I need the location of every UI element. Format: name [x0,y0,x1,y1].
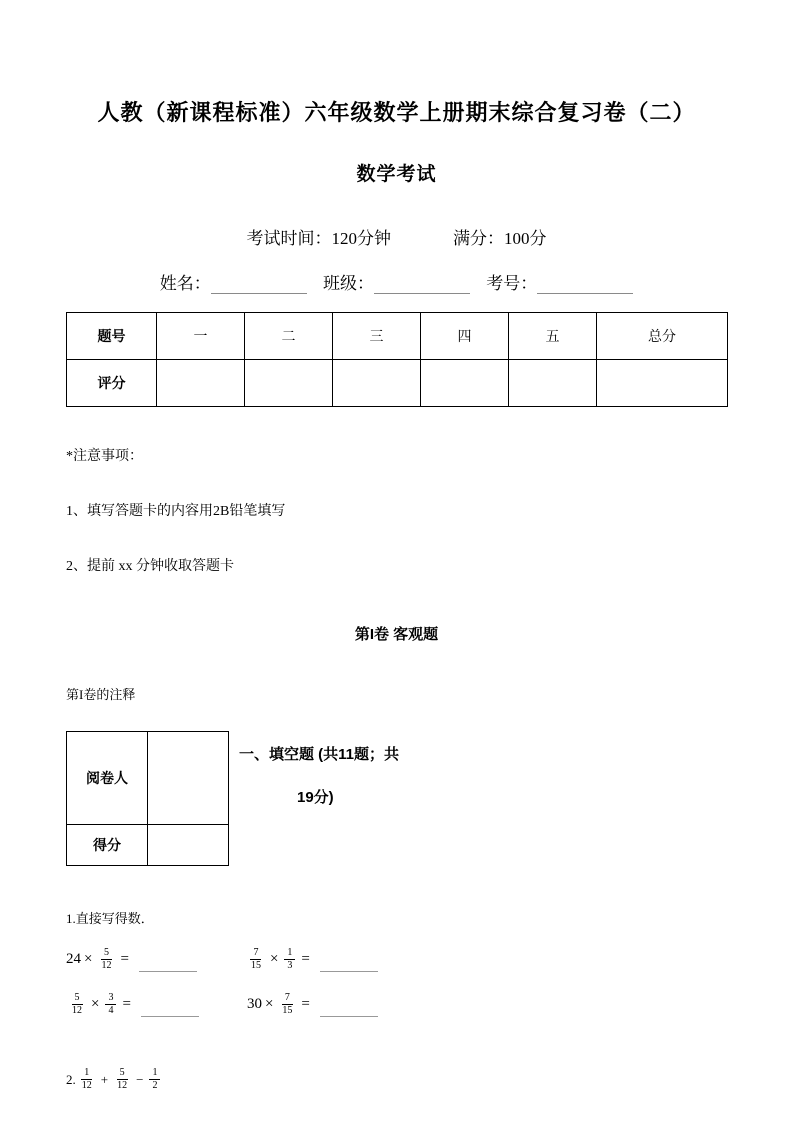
score-table-score-row [67,360,728,407]
question-1-expressions-line1 [66,947,727,972]
volume-heading: 第I卷 客观题 [354,626,439,643]
fraction [284,947,295,972]
column-header-2: 二 [245,313,333,360]
fraction-numerator: 1 [81,1067,92,1080]
score-summary-table [66,312,728,407]
score-table-header-row [67,313,728,360]
question-1-expressions-line2 [66,992,727,1017]
part1-heading-line2: 19分) [297,789,334,806]
fraction-numerator: 7 [282,992,293,1005]
note-item-2: 2、提前 xx 分钟收取答题卡 [66,559,234,574]
fraction-denominator: 4 [108,1005,114,1016]
volume-note: 第I卷的注释 [66,687,136,702]
question-2 [66,1067,727,1092]
answer-blank [141,999,199,1017]
minus-operator: − [136,1071,144,1087]
answer-blank [320,999,378,1017]
page-subtitle: 数学考试 [356,164,437,185]
fraction-denominator: 15 [250,960,261,971]
score-cell-3 [333,360,421,407]
equals-sign: = [301,951,310,967]
class-label: 班级： [323,274,374,293]
fraction [114,1067,130,1092]
exam-no-label: 考号： [486,274,538,293]
fraction-denominator: 12 [101,960,112,971]
class-blank [374,275,470,294]
fraction-denominator: 12 [72,1005,82,1016]
grader-label: 阅卷人 [67,732,148,825]
grader-row [67,732,229,825]
column-header-4: 四 [421,313,509,360]
fraction [279,992,295,1017]
question-2-number: 2. [66,1071,76,1087]
grader-blank-cell [148,732,229,825]
plus-operator: + [100,1071,109,1087]
score-cell-total [597,360,728,407]
score-cell-1 [157,360,245,407]
score-blank-cell [148,825,229,866]
times-operator: × [91,996,100,1012]
part1-heading-line1: 一、填空题 (共11题；共 [239,746,400,763]
score-cell-2 [245,360,333,407]
fraction-denominator: 3 [287,960,293,971]
question-number-header: 题号 [67,313,157,360]
fraction-numerator: 5 [117,1067,128,1080]
note-item-1: 1、填写答题卡的内容用2B铅笔填写 [66,504,286,519]
exam-time-label: 考试时间：120分钟 [246,229,391,248]
equals-sign: = [120,951,129,967]
fraction-numerator: 5 [101,947,112,960]
score-row-header: 评分 [67,360,157,407]
fraction [98,947,114,972]
page-title: 人教（新课程标准）六年级数学上册期末综合复习卷（二） [97,100,696,125]
column-header-5: 五 [509,313,597,360]
score-cell-4 [421,360,509,407]
fraction-denominator: 12 [81,1080,92,1091]
times-operator: × [84,951,93,967]
exam-info-line [66,224,727,249]
fraction-numerator: 5 [72,992,83,1005]
fraction-numerator: 3 [105,992,116,1005]
score-label: 得分 [67,825,148,866]
name-blank [211,275,307,294]
fraction [248,947,264,972]
expression-3 [66,992,199,1017]
equals-sign: = [301,996,310,1012]
fraction [79,1067,95,1092]
expression-1 [66,947,197,972]
fraction-denominator: 2 [152,1080,158,1091]
fraction-numerator: 1 [149,1067,160,1080]
grader-section [66,731,727,866]
full-score-label: 满分：100分 [453,229,547,248]
column-header-1: 一 [157,313,245,360]
fraction-denominator: 12 [117,1080,128,1091]
fraction [105,992,116,1017]
fraction [149,1067,160,1092]
notes-heading: *注意事项： [66,449,143,464]
fraction-denominator: 15 [282,1005,293,1016]
fraction-numerator: 7 [250,947,261,960]
grader-score-box [66,731,229,866]
times-operator: × [264,996,274,1012]
coefficient: 30 [246,996,262,1012]
answer-blank [320,954,378,972]
equals-sign: = [122,996,131,1012]
part1-heading [239,731,399,805]
student-info-line [66,269,727,294]
score-row [67,825,229,866]
exam-no-blank [537,275,633,294]
fraction-numerator: 1 [284,947,295,960]
column-header-total: 总分 [597,313,728,360]
name-label: 姓名： [159,274,211,293]
question-1-label: 1.直接写得数． [66,911,154,926]
expression-4 [247,992,378,1017]
answer-blank [139,954,197,972]
score-cell-5 [509,360,597,407]
column-header-3: 三 [333,313,421,360]
times-operator: × [269,951,279,967]
fraction [69,992,85,1017]
expression-2 [245,947,378,972]
coefficient: 24 [66,951,81,967]
